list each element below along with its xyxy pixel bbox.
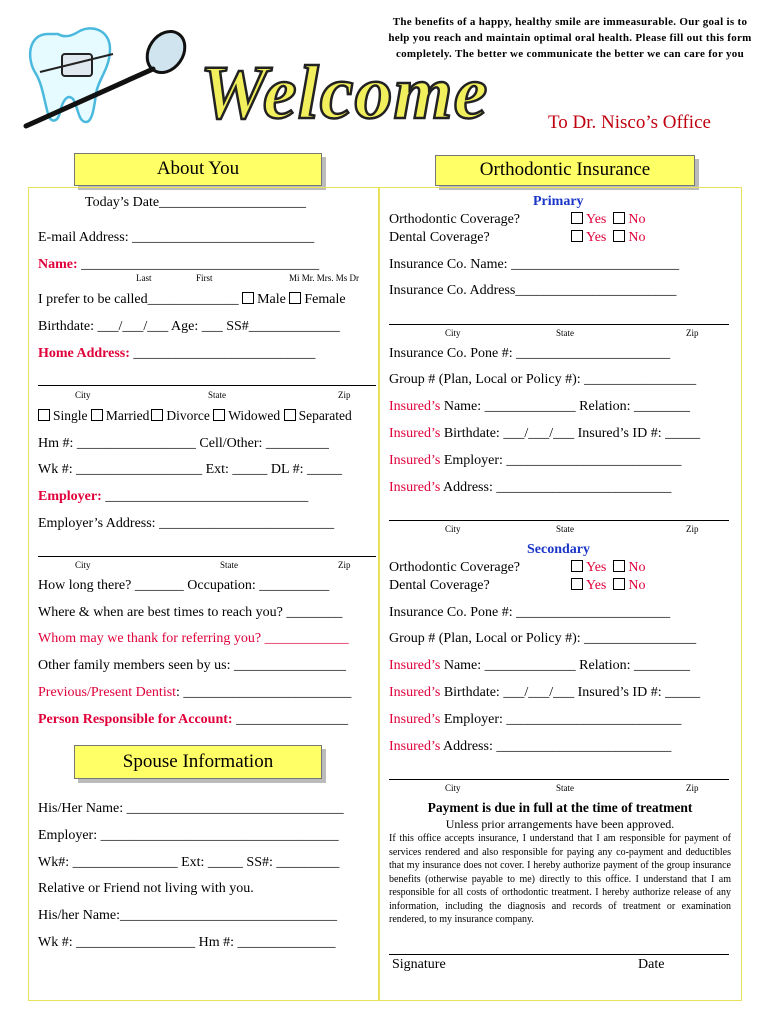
marital-status-row xyxy=(38,408,352,424)
primary-ortho-options xyxy=(571,212,646,228)
employer-address-line-2[interactable] xyxy=(38,556,376,557)
secondary-ortho-coverage-label: Orthodontic Coverage? xyxy=(389,560,521,575)
spouse-work-field[interactable]: Wk#: _______________ Ext: _____ SS#: _________ xyxy=(38,855,340,870)
primary-ortho-coverage-label: Orthodontic Coverage? xyxy=(389,212,521,227)
primary-insured-sub-state: State xyxy=(556,524,574,534)
married-checkbox[interactable] xyxy=(91,409,103,421)
primary-insured-address-field[interactable] xyxy=(389,480,671,496)
secondary-ortho-yes-label: Yes xyxy=(586,560,607,575)
primary-ortho-no-checkbox[interactable] xyxy=(613,212,625,224)
previous-dentist-line: : ________________________ xyxy=(176,685,352,700)
secondary-insured-employer-field[interactable] xyxy=(389,712,681,728)
prefer-label: I prefer to be called_____________ xyxy=(38,292,239,307)
primary-insured-birth-line: Birthdate: ___/___/___ Insured’s ID #: _____ xyxy=(440,426,701,441)
secondary-insured-birthdate-field[interactable] xyxy=(389,685,700,701)
primary-ins-address-line-2[interactable] xyxy=(389,324,729,325)
secondary-insured-sub-city: City xyxy=(445,783,461,793)
secondary-insured-sub-zip: Zip xyxy=(686,783,699,793)
widowed-label: Widowed xyxy=(228,408,281,423)
addr-sub-zip: Zip xyxy=(338,390,351,400)
secondary-heading: Secondary xyxy=(527,542,590,557)
relative-label: Relative or Friend not living with you. xyxy=(38,881,254,896)
single-checkbox[interactable] xyxy=(38,409,50,421)
separated-label: Separated xyxy=(298,408,352,423)
best-times-field[interactable]: Where & when are best times to reach you? ________ xyxy=(38,605,343,620)
referring-field[interactable]: Whom may we thank for referring you? ____________ xyxy=(38,631,349,646)
primary-dental-yes-label: Yes xyxy=(586,230,607,245)
todays-date-field[interactable]: Today’s Date_____________________ xyxy=(85,195,307,210)
secondary-group-field[interactable]: Group # (Plan, Local or Policy #): ________________ xyxy=(389,631,697,646)
secondary-insured-label-4: Insured’s xyxy=(389,739,441,754)
secondary-dental-yes-label: Yes xyxy=(586,578,607,593)
single-label: Single xyxy=(53,408,88,423)
name-field[interactable] xyxy=(38,257,319,273)
primary-ins-phone-field[interactable]: Insurance Co. Pone #: ______________________ xyxy=(389,346,671,361)
secondary-ortho-options xyxy=(571,560,646,576)
secondary-ortho-yes-checkbox[interactable] xyxy=(571,560,583,572)
employer-address-field[interactable]: Employer’s Address: _________________________ xyxy=(38,516,335,531)
signature-line[interactable] xyxy=(389,954,729,955)
responsible-field[interactable] xyxy=(38,712,348,728)
secondary-insured-birth-line: Birthdate: ___/___/___ Insured’s ID #: _____ xyxy=(440,685,701,700)
welcome-title: Welcome xyxy=(200,51,489,135)
primary-ortho-no-label: No xyxy=(628,212,646,227)
birthdate-field[interactable]: Birthdate: ___/___/___ Age: ___ SS#_____________ xyxy=(38,319,340,334)
primary-insured-sub-zip: Zip xyxy=(686,524,699,534)
separated-checkbox[interactable] xyxy=(284,409,296,421)
primary-ins-name-field[interactable]: Insurance Co. Name: ________________________ xyxy=(389,257,680,272)
secondary-insured-address-line-2[interactable] xyxy=(389,779,729,780)
about-you-banner: About You xyxy=(74,153,322,186)
primary-insured-label: Insured’s xyxy=(389,399,441,414)
secondary-insured-sub-state: State xyxy=(556,783,574,793)
secondary-insured-label-2: Insured’s xyxy=(389,685,441,700)
primary-insured-name-field[interactable] xyxy=(389,399,690,415)
email-field[interactable]: E-mail Address: __________________________ xyxy=(38,230,315,245)
primary-insured-label-4: Insured’s xyxy=(389,480,441,495)
secondary-insured-name-field[interactable] xyxy=(389,658,690,674)
office-subtitle: To Dr. Nisco’s Office xyxy=(548,112,711,133)
how-long-occupation-field[interactable]: How long there? _______ Occupation: __________ xyxy=(38,578,330,593)
name-sub-first: First xyxy=(196,273,213,283)
primary-dental-coverage-label: Dental Coverage? xyxy=(389,230,490,245)
secondary-dental-no-label: No xyxy=(628,578,646,593)
primary-insured-sub-city: City xyxy=(445,524,461,534)
employer-label: Employer: xyxy=(38,489,102,504)
home-address-label: Home Address: xyxy=(38,346,130,361)
home-address-field[interactable] xyxy=(38,346,315,362)
widowed-checkbox[interactable] xyxy=(213,409,225,421)
spouse-employer-field[interactable]: Employer: __________________________________ xyxy=(38,828,339,843)
male-label: Male xyxy=(257,292,286,307)
primary-ins-address-field[interactable]: Insurance Co. Address_______________________ xyxy=(389,283,677,298)
primary-dental-options xyxy=(571,230,646,246)
left-form-box xyxy=(28,187,380,1001)
primary-ortho-yes-label: Yes xyxy=(586,212,607,227)
secondary-ortho-no-checkbox[interactable] xyxy=(613,560,625,572)
name-label: Name: xyxy=(38,257,78,272)
primary-insured-name-line: Name: _____________ Relation: ________ xyxy=(440,399,690,414)
primary-ins-sub-zip: Zip xyxy=(686,328,699,338)
previous-dentist-field[interactable] xyxy=(38,685,351,701)
intro-text: The benefits of a happy, healthy smile are immeasurable. Our goal is to help you reach and maintain optimal oral health. Please fill out this form completely. The better we communicate the better we can care for you xyxy=(388,16,752,60)
secondary-insured-name-line: Name: _____________ Relation: ________ xyxy=(440,658,690,673)
secondary-dental-options xyxy=(571,578,646,594)
secondary-dental-coverage-label: Dental Coverage? xyxy=(389,578,490,593)
relative-name-field[interactable]: His/her Name:_______________________________ xyxy=(38,908,338,923)
responsible-line: ________________ xyxy=(232,712,349,727)
employer-line: _____________________________ xyxy=(105,489,309,504)
home-cell-phone-field[interactable]: Hm #: _________________ Cell/Other: _________ xyxy=(38,436,329,451)
primary-dental-yes-checkbox[interactable] xyxy=(571,230,583,242)
signature-label: Signature xyxy=(392,957,446,972)
divorce-checkbox[interactable] xyxy=(151,409,163,421)
divorce-label: Divorce xyxy=(166,408,210,423)
secondary-insured-label: Insured’s xyxy=(389,658,441,673)
spouse-information-banner: Spouse Information xyxy=(74,745,322,779)
primary-insured-address-line-2[interactable] xyxy=(389,520,729,521)
addr-sub-state: State xyxy=(208,390,226,400)
employer-field[interactable] xyxy=(38,489,308,505)
emp-addr-sub-state: State xyxy=(220,560,238,570)
previous-dentist-label: Previous/Present Dentist xyxy=(38,685,177,700)
secondary-ortho-no-label: No xyxy=(628,560,646,575)
primary-insured-label-3: Insured’s xyxy=(389,453,441,468)
primary-insured-label-2: Insured’s xyxy=(389,426,441,441)
married-label: Married xyxy=(105,408,150,423)
secondary-insured-label-3: Insured’s xyxy=(389,712,441,727)
prefer-field[interactable] xyxy=(38,292,346,308)
secondary-insured-address-field[interactable] xyxy=(389,739,671,755)
addr-sub-city: City xyxy=(75,390,91,400)
secondary-ins-phone-field[interactable]: Insurance Co. Pone #: ______________________ xyxy=(389,605,671,620)
emp-addr-sub-city: City xyxy=(75,560,91,570)
secondary-insured-employer-line: Employer: _________________________ xyxy=(440,712,682,727)
name-sub-mi: Mi Mr. Mrs. Ms Dr xyxy=(289,273,360,283)
work-phone-field[interactable]: Wk #: __________________ Ext: _____ DL #: _____ xyxy=(38,462,342,477)
primary-heading: Primary xyxy=(533,194,584,209)
orthodontic-insurance-banner: Orthodontic Insurance xyxy=(435,155,695,186)
primary-insured-address-line: Address: _________________________ xyxy=(440,480,672,495)
secondary-dental-yes-checkbox[interactable] xyxy=(571,578,583,590)
primary-dental-no-checkbox[interactable] xyxy=(613,230,625,242)
payment-title: Payment is due in full at the time of treatment xyxy=(427,800,693,815)
primary-dental-no-label: No xyxy=(628,230,646,245)
secondary-insured-address-line: Address: _________________________ xyxy=(440,739,672,754)
payment-terms: If this office accepts insurance, I understand that I am responsible for payment of services rendered and also responsible for paying any co-payment and deductibles that my insurance does not cover. I hereby authorize payment of the group insurance benefits (otherwise payable to me) directly to this office. I understand that I am responsible for all costs of orthodontic treatment. I hereby authorize release of any information, including the diagnosis and records of treatment or examination rendered, to my insurance company. xyxy=(389,833,731,925)
secondary-dental-no-checkbox[interactable] xyxy=(613,578,625,590)
responsible-label: Person Responsible for Account: xyxy=(38,712,233,727)
male-checkbox[interactable] xyxy=(242,292,254,304)
name-line: __________________________________ xyxy=(81,257,320,272)
primary-group-field[interactable]: Group # (Plan, Local or Policy #): ________________ xyxy=(389,372,697,387)
tooth-mirror-logo-icon xyxy=(18,14,193,134)
home-address-line: __________________________ xyxy=(133,346,316,361)
relative-phones-field[interactable]: Wk #: _________________ Hm #: ______________ xyxy=(38,935,336,950)
name-sub-last: Last xyxy=(136,273,152,283)
primary-insured-birthdate-field[interactable] xyxy=(389,426,700,442)
female-checkbox[interactable] xyxy=(289,292,301,304)
emp-addr-sub-zip: Zip xyxy=(338,560,351,570)
payment-subtitle: Unless prior arrangements have been approved. xyxy=(445,817,675,831)
home-address-line-2[interactable] xyxy=(38,385,376,386)
family-members-field[interactable]: Other family members seen by us: ________________ xyxy=(38,658,346,673)
primary-ortho-yes-checkbox[interactable] xyxy=(571,212,583,224)
date-label: Date xyxy=(638,957,665,972)
spouse-name-field[interactable]: His/Her Name: _______________________________ xyxy=(38,801,344,816)
primary-insured-employer-line: Employer: _________________________ xyxy=(440,453,682,468)
primary-insured-employer-field[interactable] xyxy=(389,453,681,469)
female-label: Female xyxy=(304,292,346,307)
primary-ins-sub-city: City xyxy=(445,328,461,338)
primary-ins-sub-state: State xyxy=(556,328,574,338)
